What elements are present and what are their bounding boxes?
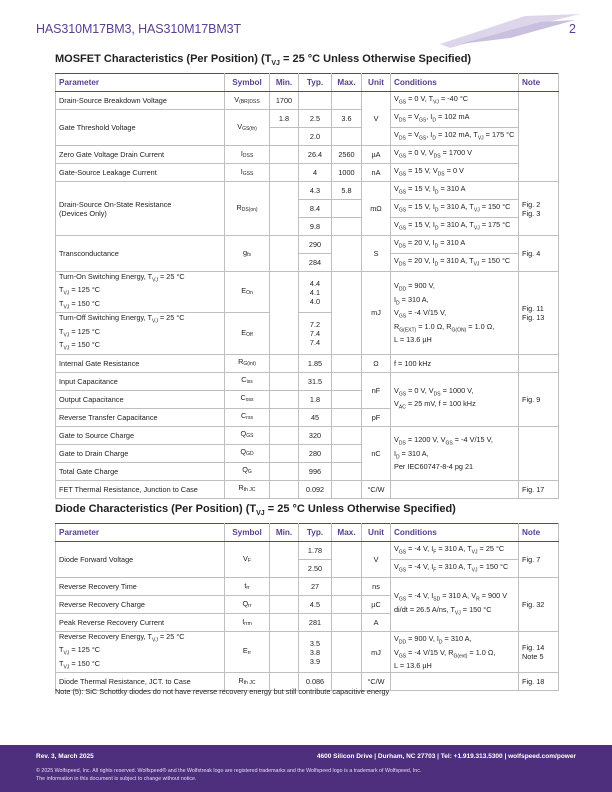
symbol-cell: $V_{GS(th)}$ xyxy=(225,110,270,146)
symbol-cell: $C_{iss}$ xyxy=(225,372,270,390)
conditions-cell: $V_{GS} = -4$ V, $I_F = 310$ A, $T_{VJ} = 25$ °C xyxy=(391,542,519,560)
symbol-cell: $C_{oss}$ xyxy=(225,390,270,408)
unit-cell: nC xyxy=(362,426,391,480)
symbol-cell: $E_{Off}$ xyxy=(225,313,270,354)
max-cell xyxy=(332,632,362,673)
min-cell xyxy=(270,614,299,632)
table-row xyxy=(56,146,559,164)
conditions-cell: $V_{GS} = 15$ V, $I_D = 310$ A, $T_{VJ} = 150$ °C xyxy=(391,200,519,218)
note-cell: Fig. 17 xyxy=(519,480,559,498)
note-cell: Fig. 2 Fig. 3 xyxy=(519,182,559,236)
footnote-5: Note (5): SiC Schottky diodes do not have reverse recovery energy but still contribute capacitive energy xyxy=(55,687,390,696)
param-cell: Diode Thermal Resistance, JCT. to Case xyxy=(56,673,225,691)
unit-cell: A xyxy=(362,614,391,632)
conditions-cell: f = 100 kHz xyxy=(391,354,519,372)
symbol-cell: $I_{GSS}$ xyxy=(225,164,270,182)
symbol-cell: $g_{fs}$ xyxy=(225,236,270,272)
unit-cell: mJ xyxy=(362,632,391,673)
col-header: Max. xyxy=(332,74,362,92)
unit-cell: °C/W xyxy=(362,480,391,498)
conditions-cell: $V_{DS} = V_{GS}$, $I_D = 102$ mA xyxy=(391,110,519,128)
param-cell: Reverse Transfer Capacitance xyxy=(56,408,225,426)
typ-cell: 320 xyxy=(299,426,332,444)
note-cell: Fig. 14 Note 5 xyxy=(519,632,559,673)
conditions-cell: $V_{DD} = 900$ V, $I_D = 310$ A, $V_{GS} = -4$ V/15 V, $R_{G(EXT)} = 1.0$ Ω, $R_{G(ON)} = 1.0$ Ω, L = 13.6 µH xyxy=(391,272,519,355)
table-row xyxy=(56,110,559,128)
table-row xyxy=(56,542,559,560)
conditions-cell: $V_{GS} = 0$ V, $V_{DS} = 1000$ V, $V_{AC} = 25$ mV, f = 100 kHz xyxy=(391,372,519,426)
typ-cell: 26.4 xyxy=(299,146,332,164)
param-cell: Total Gate Charge xyxy=(56,462,225,480)
max-cell xyxy=(332,462,362,480)
min-cell xyxy=(270,542,299,578)
param-cell: Output Capacitance xyxy=(56,390,225,408)
typ-cell: 31.5 xyxy=(299,372,332,390)
param-cell: Gate to Drain Charge xyxy=(56,444,225,462)
typ-cell: 3.5 3.8 3.9 xyxy=(299,632,332,673)
param-cell: Drain-Source On-State Resistance (Devices Only) xyxy=(56,182,225,236)
min-cell xyxy=(270,444,299,462)
unit-cell: °C/W xyxy=(362,673,391,691)
symbol-cell: $Q_{GS}$ xyxy=(225,426,270,444)
typ-cell: 4 xyxy=(299,164,332,182)
table-row xyxy=(56,578,559,596)
typ-cell: 9.8 xyxy=(299,218,332,236)
min-cell xyxy=(270,146,299,164)
col-header: Typ. xyxy=(299,74,332,92)
symbol-cell: $R_{th JC}$ xyxy=(225,673,270,691)
col-header: Unit xyxy=(362,74,391,92)
param-cell: Turn-On Switching Energy, $T_{VJ} = 25$ °C $T_{VJ} = 125$ °C $T_{VJ} = 150$ °C xyxy=(56,272,225,313)
param-cell: Internal Gate Resistance xyxy=(56,354,225,372)
param-cell: Reverse Recovery Charge xyxy=(56,596,225,614)
conditions-cell: $V_{GS} = -4$ V, $I_{SD} = 310$ A, $V_R = 900$ V di/dt = 26.5 A/ns, $T_{VJ} = 150$ °C xyxy=(391,578,519,632)
conditions-cell: $V_{GS} = 15$ V, $V_{DS} = 0$ V xyxy=(391,164,519,182)
table-row xyxy=(56,164,559,182)
col-header: Typ. xyxy=(299,524,332,542)
col-header: Parameter xyxy=(56,74,225,92)
max-cell xyxy=(332,480,362,498)
typ-cell: 4.3 xyxy=(299,182,332,200)
typ-cell: 284 xyxy=(299,254,332,272)
wolfstreak-logo-graphic xyxy=(440,14,580,48)
note-cell: Fig. 18 xyxy=(519,673,559,691)
table-row xyxy=(56,92,559,110)
min-cell xyxy=(270,578,299,596)
min-cell xyxy=(270,164,299,182)
typ-cell: 1.85 xyxy=(299,354,332,372)
unit-cell: mJ xyxy=(362,272,391,355)
min-cell xyxy=(270,632,299,673)
mosfet-characteristics-table xyxy=(55,73,559,499)
param-cell: Peak Reverse Recovery Current xyxy=(56,614,225,632)
table-row xyxy=(56,480,559,498)
unit-cell: mΩ xyxy=(362,182,391,236)
max-cell xyxy=(332,354,362,372)
max-cell xyxy=(332,390,362,408)
symbol-cell: $E_{rr}$ xyxy=(225,632,270,673)
table-header-row xyxy=(56,524,559,542)
conditions-cell: $V_{DS} = V_{GS}$, $I_D = 102$ mA, $T_{VJ} = 175$ °C xyxy=(391,128,519,146)
note-cell: Fig. 9 xyxy=(519,372,559,426)
col-header: Conditions xyxy=(391,74,519,92)
document-title: HAS310M17BM3, HAS310M17BM3T xyxy=(36,22,242,36)
max-cell xyxy=(332,218,362,236)
diode-section-title: Diode Characteristics (Per Position) ($T_{VJ} = 25$ °C Unless Otherwise Specified) xyxy=(55,503,456,518)
min-cell xyxy=(270,272,299,355)
table-row xyxy=(56,372,559,390)
col-header: Symbol xyxy=(225,524,270,542)
min-cell xyxy=(270,390,299,408)
min-cell xyxy=(270,182,299,236)
param-cell: Input Capacitance xyxy=(56,372,225,390)
symbol-cell: $t_{rr}$ xyxy=(225,578,270,596)
typ-cell: 8.4 xyxy=(299,200,332,218)
symbol-cell: $Q_{rr}$ xyxy=(225,596,270,614)
table-row xyxy=(56,236,559,254)
symbol-cell: $Q_{GD}$ xyxy=(225,444,270,462)
contact-address: 4600 Silicon Drive | Durham, NC 27703 | Tel: +1.919.313.5300 | wolfspeed.com/power xyxy=(316,753,576,760)
conditions-cell: $V_{DS} = 1200$ V, $V_{GS} = -4$ V/15 V, $I_D = 310$ A, Per IEC60747-8-4 pg 21 xyxy=(391,426,519,480)
table-row xyxy=(56,632,559,673)
note-cell xyxy=(519,92,559,182)
max-cell xyxy=(332,408,362,426)
max-cell xyxy=(332,578,362,596)
param-cell: Reverse Recovery Time xyxy=(56,578,225,596)
conditions-cell xyxy=(391,673,519,691)
table-row xyxy=(56,272,559,313)
max-cell xyxy=(332,372,362,390)
col-header: Note xyxy=(519,74,559,92)
col-header: Min. xyxy=(270,74,299,92)
conditions-cell: $V_{GS} = 15$ V, $I_D = 310$ A, $T_{VJ} = 175$ °C xyxy=(391,218,519,236)
conditions-cell: $V_{GS} = 15$ V, $I_D = 310$ A xyxy=(391,182,519,200)
typ-cell: 4.4 4.1 4.0 xyxy=(299,272,332,313)
conditions-cell: $V_{DS} = 20$ V, $I_D = 310$ A xyxy=(391,236,519,254)
param-cell: Diode Forward Voltage xyxy=(56,542,225,578)
conditions-cell: $V_{GS} = 0$ V, $V_{DS} = 1700$ V xyxy=(391,146,519,164)
typ-cell: 290 xyxy=(299,236,332,254)
table-header-row xyxy=(56,74,559,92)
min-cell xyxy=(270,596,299,614)
copyright-notice xyxy=(36,767,596,783)
max-cell xyxy=(332,426,362,444)
col-header: Unit xyxy=(362,524,391,542)
col-header: Symbol xyxy=(225,74,270,92)
unit-cell: pF xyxy=(362,408,391,426)
unit-cell: nF xyxy=(362,372,391,408)
disclaimer-text: The information in this document is subject to change without notice. xyxy=(36,776,197,782)
unit-cell: nA xyxy=(362,164,391,182)
max-cell xyxy=(332,200,362,218)
unit-cell: µC xyxy=(362,596,391,614)
min-cell xyxy=(270,426,299,444)
table-row xyxy=(56,426,559,444)
diode-characteristics-table xyxy=(55,523,559,691)
typ-cell: 7.2 7.4 7.4 xyxy=(299,313,332,354)
note-cell: Fig. 11 Fig. 13 xyxy=(519,272,559,355)
min-cell xyxy=(270,480,299,498)
typ-cell: 0.086 xyxy=(299,673,332,691)
table-row xyxy=(56,354,559,372)
param-cell: Drain-Source Breakdown Voltage xyxy=(56,92,225,110)
note-cell: Fig. 32 xyxy=(519,578,559,632)
min-cell xyxy=(270,354,299,372)
min-cell xyxy=(270,236,299,272)
max-cell xyxy=(332,236,362,272)
min-cell xyxy=(270,462,299,480)
param-cell: Gate Threshold Voltage xyxy=(56,110,225,146)
max-cell xyxy=(332,272,362,355)
typ-cell: 2.0 xyxy=(299,128,332,146)
unit-cell: V xyxy=(362,542,391,578)
max-cell: 1000 xyxy=(332,164,362,182)
typ-cell: 2.5 xyxy=(299,110,332,128)
param-cell: Gate to Source Charge xyxy=(56,426,225,444)
typ-cell: 0.092 xyxy=(299,480,332,498)
param-cell: Turn-Off Switching Energy, $T_{VJ} = 25$ °C $T_{VJ} = 125$ °C $T_{VJ} = 150$ °C xyxy=(56,313,225,354)
col-header: Max. xyxy=(332,524,362,542)
min-cell xyxy=(270,128,299,146)
symbol-cell: $V_{(BR)DSS}$ xyxy=(225,92,270,110)
col-header: Note xyxy=(519,524,559,542)
note-cell: Fig. 4 xyxy=(519,236,559,272)
symbol-cell: $V_F$ xyxy=(225,542,270,578)
typ-cell: 1.8 xyxy=(299,390,332,408)
min-cell: 1700 xyxy=(270,92,299,110)
page-footer xyxy=(0,745,612,792)
param-cell: Gate-Source Leakage Current xyxy=(56,164,225,182)
symbol-cell: $C_{rss}$ xyxy=(225,408,270,426)
col-header: Conditions xyxy=(391,524,519,542)
col-header: Min. xyxy=(270,524,299,542)
typ-cell: 2.50 xyxy=(299,560,332,578)
max-cell: 2560 xyxy=(332,146,362,164)
revision-label: Rev. 3, March 2025 xyxy=(36,753,94,760)
note-cell xyxy=(519,354,559,372)
copyright-text: © 2025 Wolfspeed, Inc. All rights reserved. Wolfspeed® and the Wolfstreak logo are registered trademarks and the Wolfspeed logo is a trademark of Wolfspeed, Inc. xyxy=(36,768,422,774)
param-cell: Zero Gate Voltage Drain Current xyxy=(56,146,225,164)
symbol-cell: $I_{rrm}$ xyxy=(225,614,270,632)
min-cell: 1.8 xyxy=(270,110,299,128)
conditions-cell: $V_{DS} = 20$ V, $I_D = 310$ A, $T_{VJ} = 150$ °C xyxy=(391,254,519,272)
conditions-cell: $V_{GS} = -4$ V, $I_F = 310$ A, $T_{VJ} = 150$ °C xyxy=(391,560,519,578)
typ-cell: 280 xyxy=(299,444,332,462)
typ-cell: 27 xyxy=(299,578,332,596)
typ-cell: 1.78 xyxy=(299,542,332,560)
unit-cell: S xyxy=(362,236,391,272)
table-row xyxy=(56,182,559,200)
conditions-cell: $V_{DD} = 900$ V, $I_D = 310$ A, $V_{GS} = -4$ V/15 V, $R_{G(ext)} = 1.0$ Ω, L = 13.6 µH xyxy=(391,632,519,673)
typ-cell: 4.5 xyxy=(299,596,332,614)
max-cell xyxy=(332,614,362,632)
col-header: Parameter xyxy=(56,524,225,542)
param-cell: Reverse Recovery Energy, $T_{VJ} = 25$ °C $T_{VJ} = 125$ °C $T_{VJ} = 150$ °C xyxy=(56,632,225,673)
symbol-cell: $R_{G(int)}$ xyxy=(225,354,270,372)
param-cell: FET Thermal Resistance, Junction to Case xyxy=(56,480,225,498)
unit-cell: V xyxy=(362,92,391,146)
max-cell xyxy=(332,542,362,578)
conditions-cell: $V_{GS} = 0$ V, $T_{VJ} = -40$ °C xyxy=(391,92,519,110)
symbol-cell: $R_{th JC}$ xyxy=(225,480,270,498)
typ-cell xyxy=(299,92,332,110)
typ-cell: 996 xyxy=(299,462,332,480)
typ-cell: 45 xyxy=(299,408,332,426)
max-cell: 3.6 xyxy=(332,110,362,128)
mosfet-section-title: MOSFET Characteristics (Per Position) ($T_{VJ} = 25$ °C Unless Otherwise Specified) xyxy=(55,53,472,68)
symbol-cell: $I_{DSS}$ xyxy=(225,146,270,164)
note-cell: Fig. 7 xyxy=(519,542,559,578)
param-cell: Transconductance xyxy=(56,236,225,272)
typ-cell: 281 xyxy=(299,614,332,632)
min-cell xyxy=(270,408,299,426)
symbol-cell: $Q_G$ xyxy=(225,462,270,480)
min-cell xyxy=(270,372,299,390)
max-cell xyxy=(332,92,362,110)
max-cell xyxy=(332,444,362,462)
unit-cell: ns xyxy=(362,578,391,596)
max-cell xyxy=(332,596,362,614)
note-cell xyxy=(519,426,559,480)
page-number: 2 xyxy=(569,22,576,36)
max-cell xyxy=(332,128,362,146)
symbol-cell: $R_{DS(on)}$ xyxy=(225,182,270,236)
symbol-cell: $E_{On}$ xyxy=(225,272,270,313)
unit-cell: µA xyxy=(362,146,391,164)
max-cell: 5.8 xyxy=(332,182,362,200)
conditions-cell xyxy=(391,480,519,498)
unit-cell: Ω xyxy=(362,354,391,372)
